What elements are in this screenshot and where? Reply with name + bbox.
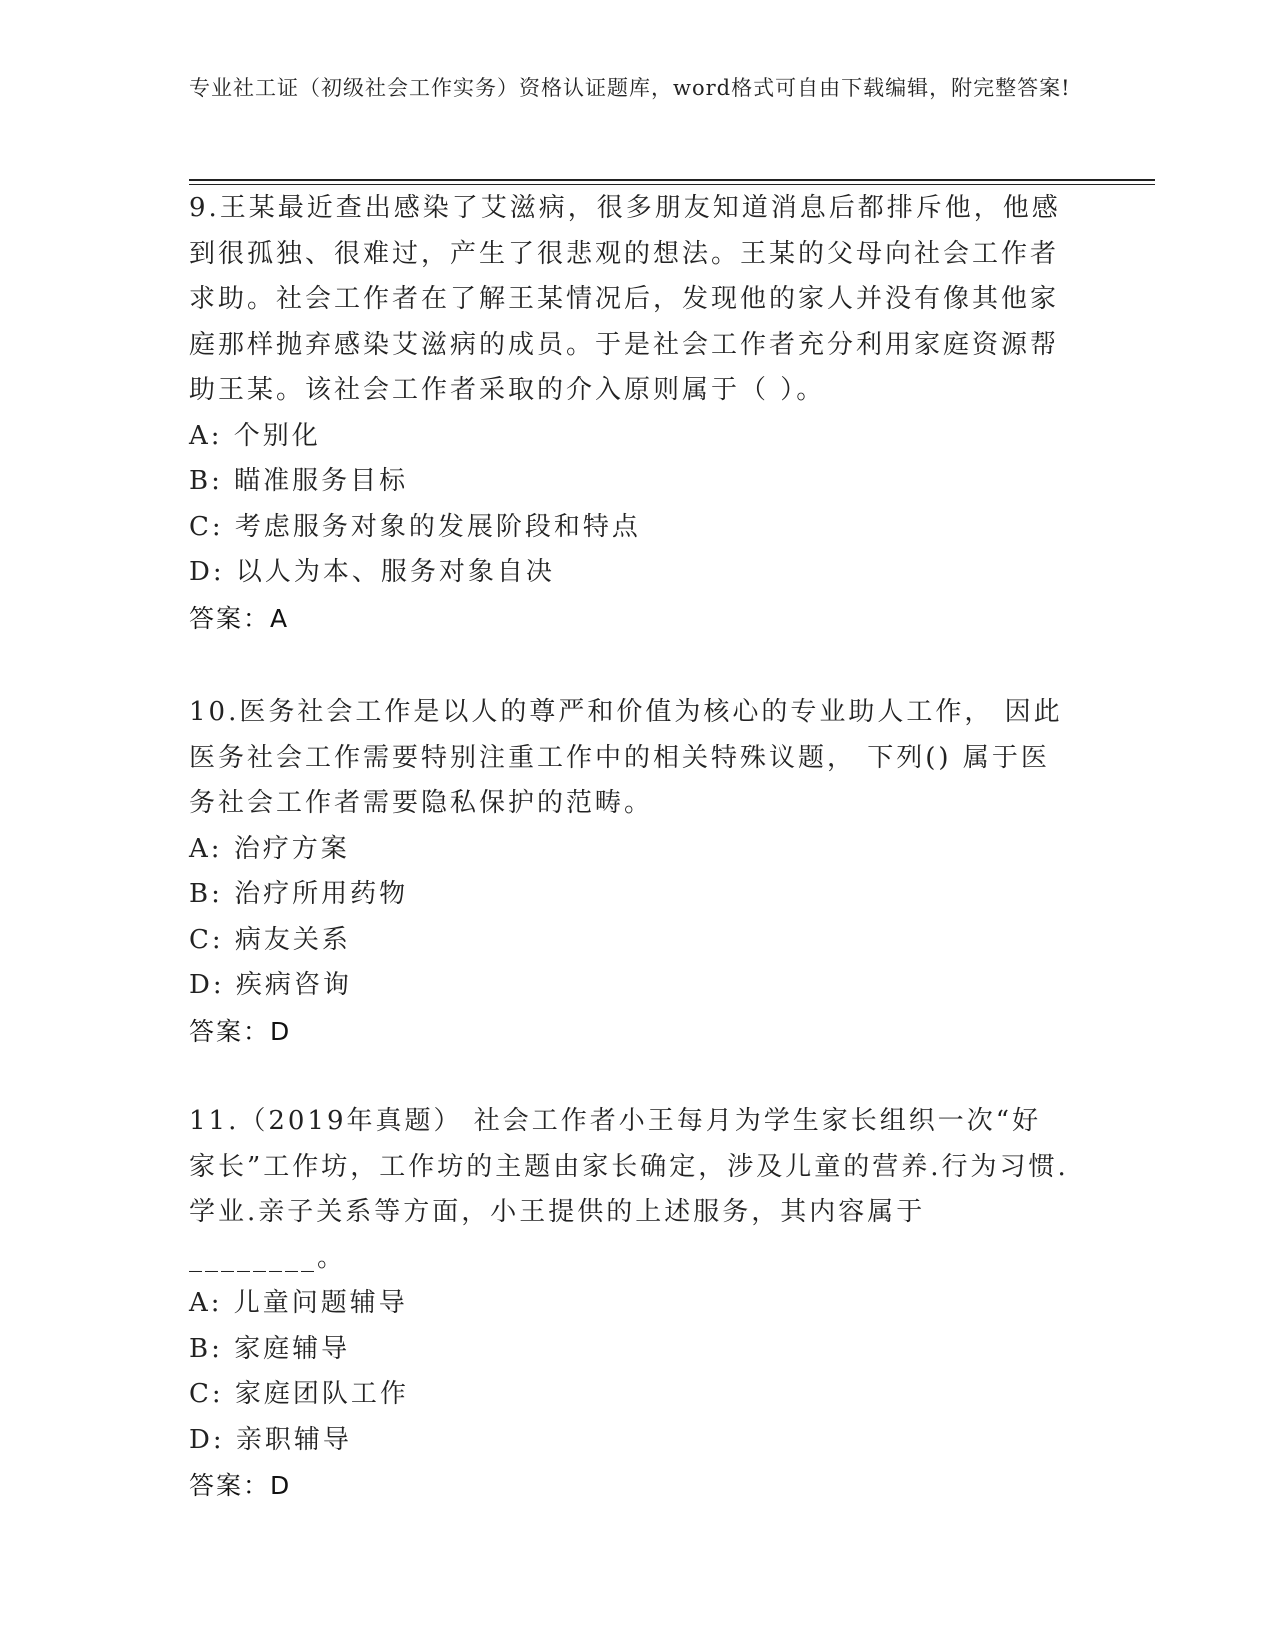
answer-line: 答案：D [189,1016,292,1046]
option-d: D: 疾病咨询 [189,970,352,1000]
question-11 [189,1099,1069,1509]
option-c: C: 病友关系 [189,924,351,955]
question-stem: 11.（2019年真题） 社会工作者小王每月为学生家长组织一次“好家长”工作坊，工作坊的主题由家长确定，涉及儿童的营养.行为习惯.学业.亲子关系等方面，小王提供的上述服务，其内容属于________。 [189,1106,1069,1273]
option-c: C: 考虑服务对象的发展阶段和特点 [189,511,641,542]
document-header: 专业社工证（初级社会工作实务）资格认证题库，word格式可自由下载编辑，附完整答案! [189,76,1071,100]
question-stem: 10.医务社会工作是以人的尊严和价值为核心的专业助人工作， 因此医务社会工作需要特别注重工作中的相关特殊议题， 下列() 属于医务社会工作者需要隐私保护的范畴。 [189,697,1063,818]
question-stem: 9.王某最近查出感染了艾滋病，很多朋友知道消息后都排斥他，他感到很孤独、很难过，产生了很悲观的想法。王某的父母向社会工作者求助。社会工作者在了解王某情况后，发现他的家人并没有像其他家庭那样抛弃感染艾滋病的成员。于是社会工作者充分利用家庭资源帮助王某。该社会工作者采取的介入原则属于（ ）。 [189,193,1061,405]
option-a: A: 个别化 [189,420,321,451]
option-b: B: 治疗所用药物 [189,879,409,909]
answer-line: 答案：A [189,603,290,633]
question-9 [189,186,1069,641]
header-rule-thin [189,184,1155,185]
option-b: B: 家庭辅导 [189,1333,351,1364]
question-10 [189,690,1069,1054]
header-rule-thick [189,179,1155,181]
option-d: D: 亲职辅导 [189,1424,352,1455]
option-a: A: 儿童问题辅导 [189,1288,408,1318]
answer-line: 答案：D [189,1471,292,1500]
option-c: C: 家庭团队工作 [189,1379,409,1409]
option-d: D: 以人为本、服务对象自决 [189,557,555,587]
option-a: A: 治疗方案 [189,833,350,864]
option-b: B: 瞄准服务目标 [189,466,409,496]
